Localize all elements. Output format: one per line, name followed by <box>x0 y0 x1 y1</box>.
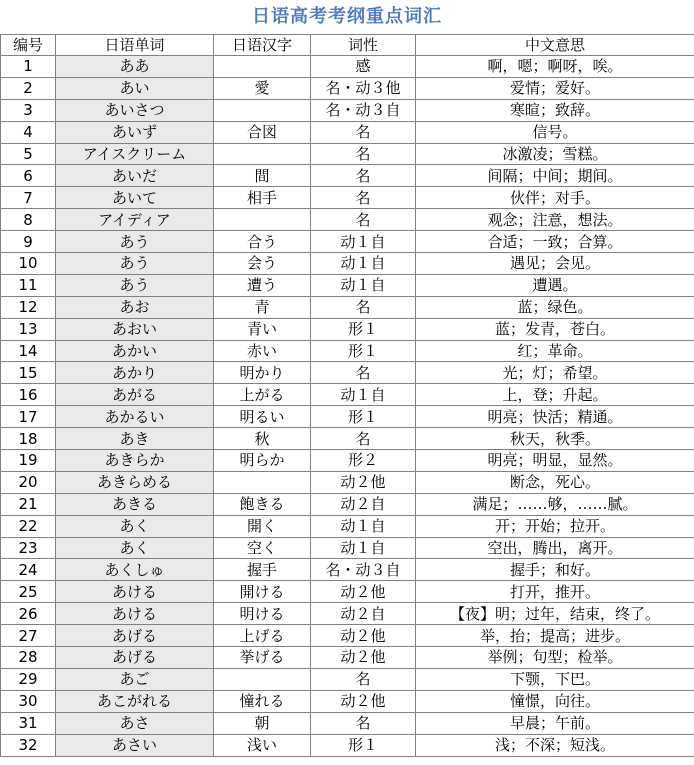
table-row <box>1 296 694 318</box>
cell-number[interactable]: 5 <box>1 143 56 165</box>
cell-kanji[interactable] <box>214 209 311 231</box>
header-kanji[interactable]: 日语汉字 <box>214 35 311 56</box>
cell-part-of-speech[interactable]: 名 <box>311 428 416 450</box>
table-row <box>1 99 694 121</box>
cell-japanese-word[interactable]: あいだ <box>56 165 214 187</box>
cell-part-of-speech[interactable]: 动１自 <box>311 231 416 253</box>
table-row <box>1 581 694 603</box>
cell-japanese-word[interactable]: あご <box>56 668 214 690</box>
cell-number[interactable]: 25 <box>1 581 56 603</box>
cell-japanese-word[interactable]: あかい <box>56 340 214 362</box>
cell-part-of-speech[interactable]: 名 <box>311 165 416 187</box>
table-row <box>1 253 694 275</box>
cell-kanji[interactable] <box>214 668 311 690</box>
cell-japanese-word[interactable]: あこがれる <box>56 690 214 712</box>
cell-chinese-meaning[interactable]: 憧憬，向往。 <box>416 690 694 712</box>
cell-kanji[interactable] <box>214 56 311 78</box>
cell-number[interactable]: 17 <box>1 406 56 428</box>
table-row <box>1 603 694 625</box>
cell-chinese-meaning[interactable]: 间隔；中间；期间。 <box>416 165 694 187</box>
cell-kanji[interactable]: 明らか <box>214 450 311 472</box>
cell-japanese-word[interactable]: あがる <box>56 384 214 406</box>
cell-chinese-meaning[interactable]: 蓝；发青，苍白。 <box>416 318 694 340</box>
cell-number[interactable]: 11 <box>1 274 56 296</box>
cell-kanji[interactable]: 愛 <box>214 77 311 99</box>
cell-number[interactable]: 27 <box>1 625 56 647</box>
cell-japanese-word[interactable]: あき <box>56 428 214 450</box>
cell-chinese-meaning[interactable]: 光；灯；希望。 <box>416 362 694 384</box>
cell-chinese-meaning[interactable]: 举，抬；提高；进步。 <box>416 625 694 647</box>
cell-chinese-meaning[interactable]: 合适；一致；合算。 <box>416 231 694 253</box>
cell-chinese-meaning[interactable]: 秋天，秋季。 <box>416 428 694 450</box>
cell-part-of-speech[interactable]: 名 <box>311 187 416 209</box>
cell-part-of-speech[interactable]: 动２他 <box>311 471 416 493</box>
cell-kanji[interactable]: 空く <box>214 537 311 559</box>
table-row <box>1 668 694 690</box>
cell-chinese-meaning[interactable]: 寒暄；致辞。 <box>416 99 694 121</box>
cell-kanji[interactable]: 飽きる <box>214 493 311 515</box>
cell-part-of-speech[interactable]: 动２自 <box>311 493 416 515</box>
cell-japanese-word[interactable]: あきる <box>56 493 214 515</box>
table-row <box>1 690 694 712</box>
cell-japanese-word[interactable]: アイディア <box>56 209 214 231</box>
cell-kanji[interactable] <box>214 143 311 165</box>
header-chinese-meaning[interactable]: 中文意思 <box>416 35 694 56</box>
cell-part-of-speech[interactable]: 动２他 <box>311 581 416 603</box>
cell-kanji[interactable] <box>214 99 311 121</box>
cell-japanese-word[interactable]: あきらか <box>56 450 214 472</box>
cell-chinese-meaning[interactable]: 遇见；会见。 <box>416 253 694 275</box>
cell-chinese-meaning[interactable]: 打开，推开。 <box>416 581 694 603</box>
cell-part-of-speech[interactable]: 名 <box>311 296 416 318</box>
cell-kanji[interactable]: 開ける <box>214 581 311 603</box>
cell-kanji[interactable]: 秋 <box>214 428 311 450</box>
header-part-of-speech[interactable]: 词性 <box>311 35 416 56</box>
cell-kanji[interactable]: 会う <box>214 253 311 275</box>
cell-chinese-meaning[interactable]: 爱情；爱好。 <box>416 77 694 99</box>
table-row <box>1 384 694 406</box>
cell-japanese-word[interactable]: あく <box>56 515 214 537</box>
table-row <box>1 143 694 165</box>
cell-number[interactable]: 10 <box>1 253 56 275</box>
cell-part-of-speech[interactable]: 名・动３他 <box>311 77 416 99</box>
cell-kanji[interactable]: 憧れる <box>214 690 311 712</box>
cell-japanese-word[interactable]: あげる <box>56 647 214 669</box>
cell-kanji[interactable]: 開く <box>214 515 311 537</box>
cell-japanese-word[interactable]: あう <box>56 253 214 275</box>
cell-kanji[interactable]: 間 <box>214 165 311 187</box>
cell-part-of-speech[interactable]: 动１自 <box>311 384 416 406</box>
cell-number[interactable]: 2 <box>1 77 56 99</box>
cell-part-of-speech[interactable]: 动１自 <box>311 515 416 537</box>
cell-kanji[interactable] <box>214 471 311 493</box>
cell-chinese-meaning[interactable]: 蓝；绿色。 <box>416 296 694 318</box>
cell-chinese-meaning[interactable]: 上，登；升起。 <box>416 384 694 406</box>
cell-part-of-speech[interactable]: 名・动３自 <box>311 559 416 581</box>
cell-kanji[interactable]: 青い <box>214 318 311 340</box>
header-japanese-word[interactable]: 日语单词 <box>56 35 214 56</box>
cell-kanji[interactable]: 朝 <box>214 712 311 734</box>
cell-japanese-word[interactable]: ああ <box>56 56 214 78</box>
cell-part-of-speech[interactable]: 形１ <box>311 340 416 362</box>
cell-chinese-meaning[interactable]: 满足；……够，……腻。 <box>416 493 694 515</box>
cell-part-of-speech[interactable]: 名 <box>311 712 416 734</box>
cell-number[interactable]: 7 <box>1 187 56 209</box>
table-row <box>1 428 694 450</box>
cell-number[interactable]: 18 <box>1 428 56 450</box>
table-row <box>1 165 694 187</box>
table-row <box>1 56 694 78</box>
cell-part-of-speech[interactable]: 名 <box>311 209 416 231</box>
cell-japanese-word[interactable]: あい <box>56 77 214 99</box>
cell-chinese-meaning[interactable]: 伙伴；对手。 <box>416 187 694 209</box>
cell-number[interactable]: 30 <box>1 690 56 712</box>
table-row <box>1 406 694 428</box>
cell-part-of-speech[interactable]: 感 <box>311 56 416 78</box>
cell-number[interactable]: 20 <box>1 471 56 493</box>
cell-kanji[interactable]: 明かり <box>214 362 311 384</box>
table-row <box>1 471 694 493</box>
cell-chinese-meaning[interactable]: 浅；不深；短浅。 <box>416 734 694 756</box>
cell-japanese-word[interactable]: あける <box>56 581 214 603</box>
cell-number[interactable]: 23 <box>1 537 56 559</box>
cell-japanese-word[interactable]: あう <box>56 274 214 296</box>
cell-number[interactable]: 24 <box>1 559 56 581</box>
cell-chinese-meaning[interactable]: 下颚，下巴。 <box>416 668 694 690</box>
table-row <box>1 77 694 99</box>
cell-part-of-speech[interactable]: 形１ <box>311 406 416 428</box>
cell-chinese-meaning[interactable]: 明亮；快活；精通。 <box>416 406 694 428</box>
cell-chinese-meaning[interactable]: 啊，嗯；啊呀，唉。 <box>416 56 694 78</box>
table-row <box>1 493 694 515</box>
cell-kanji[interactable]: 赤い <box>214 340 311 362</box>
cell-part-of-speech[interactable]: 名・动３自 <box>311 99 416 121</box>
cell-japanese-word[interactable]: あおい <box>56 318 214 340</box>
table-header-row <box>1 35 694 56</box>
cell-chinese-meaning[interactable]: 观念；注意，想法。 <box>416 209 694 231</box>
cell-japanese-word[interactable]: あいて <box>56 187 214 209</box>
cell-japanese-word[interactable]: あいず <box>56 121 214 143</box>
table-row <box>1 712 694 734</box>
cell-chinese-meaning[interactable]: 冰激凌；雪糕。 <box>416 143 694 165</box>
cell-number[interactable]: 22 <box>1 515 56 537</box>
cell-kanji[interactable]: 相手 <box>214 187 311 209</box>
cell-kanji[interactable]: 合う <box>214 231 311 253</box>
cell-number[interactable]: 21 <box>1 493 56 515</box>
cell-chinese-meaning[interactable]: 握手；和好。 <box>416 559 694 581</box>
cell-chinese-meaning[interactable]: 空出，腾出，离开。 <box>416 537 694 559</box>
cell-part-of-speech[interactable]: 动２自 <box>311 603 416 625</box>
cell-chinese-meaning[interactable]: 【夜】明；过年，结束，终了。 <box>416 603 694 625</box>
table-row <box>1 187 694 209</box>
cell-number[interactable]: 28 <box>1 647 56 669</box>
cell-kanji[interactable]: 青 <box>214 296 311 318</box>
cell-part-of-speech[interactable]: 名 <box>311 362 416 384</box>
vocabulary-table <box>0 34 694 757</box>
cell-chinese-meaning[interactable]: 早晨；午前。 <box>416 712 694 734</box>
cell-japanese-word[interactable]: あう <box>56 231 214 253</box>
cell-number[interactable]: 15 <box>1 362 56 384</box>
cell-number[interactable]: 4 <box>1 121 56 143</box>
cell-number[interactable]: 32 <box>1 734 56 756</box>
cell-kanji[interactable]: 明ける <box>214 603 311 625</box>
cell-japanese-word[interactable]: あげる <box>56 625 214 647</box>
cell-japanese-word[interactable]: あさ <box>56 712 214 734</box>
cell-number[interactable]: 3 <box>1 99 56 121</box>
table-row <box>1 340 694 362</box>
cell-japanese-word[interactable]: あいさつ <box>56 99 214 121</box>
cell-part-of-speech[interactable]: 名 <box>311 668 416 690</box>
cell-japanese-word[interactable]: あかり <box>56 362 214 384</box>
cell-part-of-speech[interactable]: 形１ <box>311 318 416 340</box>
cell-japanese-word[interactable]: アイスクリーム <box>56 143 214 165</box>
table-row <box>1 274 694 296</box>
table-row <box>1 625 694 647</box>
header-number[interactable]: 编号 <box>1 35 56 56</box>
cell-part-of-speech[interactable]: 动１自 <box>311 253 416 275</box>
cell-chinese-meaning[interactable]: 开；开始；拉开。 <box>416 515 694 537</box>
cell-number[interactable]: 9 <box>1 231 56 253</box>
cell-number[interactable]: 1 <box>1 56 56 78</box>
cell-japanese-word[interactable]: あさい <box>56 734 214 756</box>
cell-number[interactable]: 29 <box>1 668 56 690</box>
cell-number[interactable]: 8 <box>1 209 56 231</box>
cell-part-of-speech[interactable]: 名 <box>311 121 416 143</box>
cell-japanese-word[interactable]: あく <box>56 537 214 559</box>
cell-chinese-meaning[interactable]: 遭遇。 <box>416 274 694 296</box>
cell-chinese-meaning[interactable]: 红；革命。 <box>416 340 694 362</box>
cell-number[interactable]: 6 <box>1 165 56 187</box>
table-row <box>1 318 694 340</box>
table-row <box>1 450 694 472</box>
table-row <box>1 647 694 669</box>
cell-kanji[interactable]: 上げる <box>214 625 311 647</box>
cell-chinese-meaning[interactable]: 信号。 <box>416 121 694 143</box>
cell-japanese-word[interactable]: あきらめる <box>56 471 214 493</box>
cell-number[interactable]: 31 <box>1 712 56 734</box>
table-row <box>1 734 694 756</box>
cell-part-of-speech[interactable]: 动２他 <box>311 625 416 647</box>
cell-number[interactable]: 13 <box>1 318 56 340</box>
cell-part-of-speech[interactable]: 动１自 <box>311 537 416 559</box>
cell-number[interactable]: 14 <box>1 340 56 362</box>
cell-number[interactable]: 26 <box>1 603 56 625</box>
cell-kanji[interactable]: 浅い <box>214 734 311 756</box>
cell-japanese-word[interactable]: あお <box>56 296 214 318</box>
cell-japanese-word[interactable]: あかるい <box>56 406 214 428</box>
cell-part-of-speech[interactable]: 动１自 <box>311 274 416 296</box>
cell-number[interactable]: 19 <box>1 450 56 472</box>
table-row <box>1 515 694 537</box>
cell-part-of-speech[interactable]: 名 <box>311 143 416 165</box>
cell-number[interactable]: 16 <box>1 384 56 406</box>
cell-chinese-meaning[interactable]: 断念，死心。 <box>416 471 694 493</box>
cell-part-of-speech[interactable]: 形２ <box>311 450 416 472</box>
table-row <box>1 209 694 231</box>
cell-kanji[interactable]: 合図 <box>214 121 311 143</box>
table-row <box>1 231 694 253</box>
cell-part-of-speech[interactable]: 动２他 <box>311 647 416 669</box>
cell-kanji[interactable]: 上がる <box>214 384 311 406</box>
cell-chinese-meaning[interactable]: 明亮；明显，显然。 <box>416 450 694 472</box>
cell-part-of-speech[interactable]: 形１ <box>311 734 416 756</box>
cell-chinese-meaning[interactable]: 举例；句型；检举。 <box>416 647 694 669</box>
table-row <box>1 362 694 384</box>
cell-number[interactable]: 12 <box>1 296 56 318</box>
cell-japanese-word[interactable]: あける <box>56 603 214 625</box>
sheet-title: 日语高考考纲重点词汇 <box>252 6 442 27</box>
cell-kanji[interactable]: 挙げる <box>214 647 311 669</box>
table-row <box>1 121 694 143</box>
table-row <box>1 537 694 559</box>
cell-kanji[interactable]: 明るい <box>214 406 311 428</box>
cell-part-of-speech[interactable]: 动２他 <box>311 690 416 712</box>
table-row <box>1 559 694 581</box>
cell-kanji[interactable]: 握手 <box>214 559 311 581</box>
cell-japanese-word[interactable]: あくしゅ <box>56 559 214 581</box>
cell-kanji[interactable]: 遭う <box>214 274 311 296</box>
